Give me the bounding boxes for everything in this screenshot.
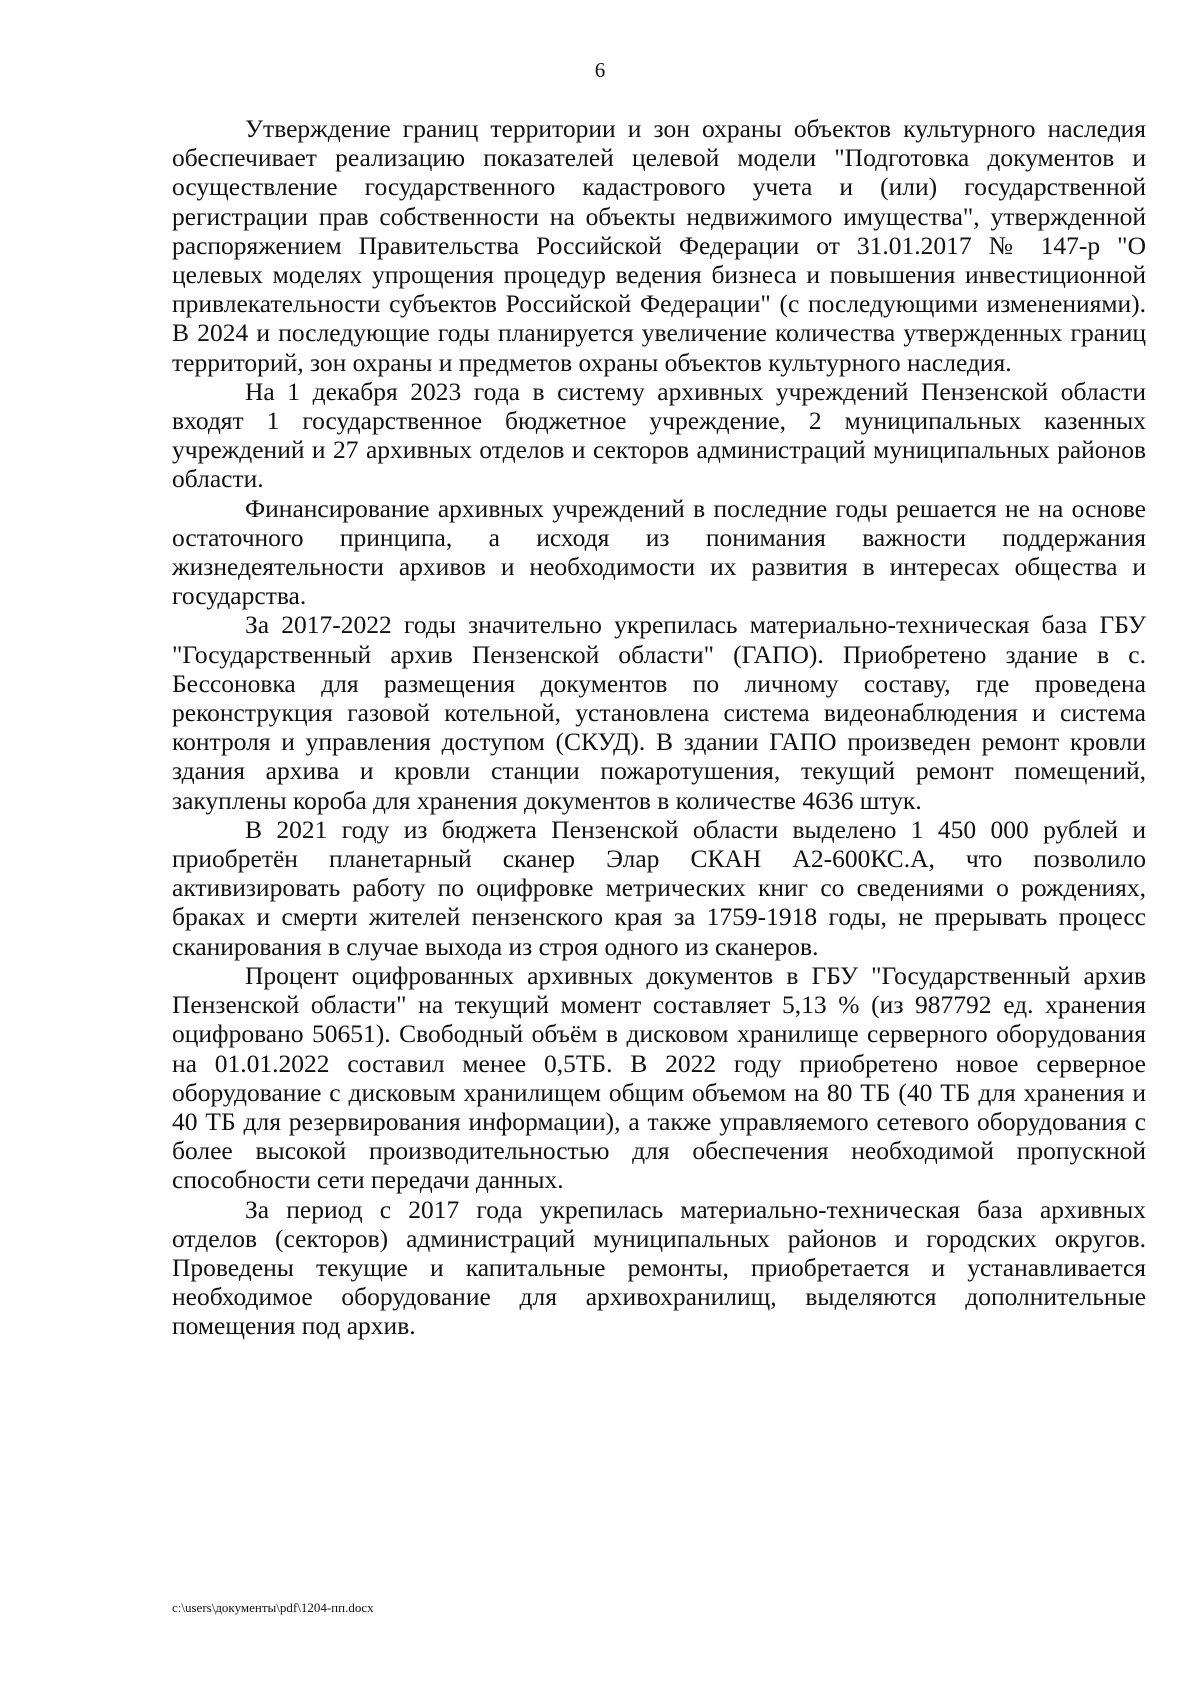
paragraph-archive-financing: Финансирование архивных учреждений в последние годы решается не на основе остаточного принципа, а исходя из понимания важности поддержания жизнедеятельности архивов и необходимости их развития в интересах общества и государства. — [172, 493, 1146, 611]
paragraph-archive-institutions: На 1 декабря 2023 года в систему архивных учреждений Пензенской области входят 1 государственное бюджетное учреждение, 2 муниципальных казенных учреждений и 27 архивных отделов и секторов администраций муниципальных районов области. — [172, 376, 1146, 494]
paragraph-digitization-percent: Процент оцифрованных архивных документов в ГБУ "Государственный архив Пензенской области" на текущий момент составляет 5,13 % (из 987792 ед. хранения оцифровано 50651). Свободный объём в дисковом хранилище серверного оборудования на 01.01.2022 составил менее 0,5ТБ. В 2022 году приобретено новое серверное оборудование с дисковым хранилищем общим объемом на 80 ТБ (40 ТБ для хранения и 40 ТБ для резервирования информации), а также управляемого сетевого оборудования с более высокой производительностью для обеспечения необходимой пропускной способности сети передачи данных. — [172, 960, 1146, 1195]
paragraph-municipal-archives: За период с 2017 года укрепилась материально-техническая база архивных отделов (секторов) администраций муниципальных районов и городских округов. Проведены текущие и капитальные ремонты, приобретается и устанавливается необходимое оборудование для архивохранилищ, выделяются дополнительные помещения под архив. — [172, 1194, 1146, 1341]
paragraph-gapo-material-base: За 2017-2022 годы значительно укрепилась материально-техническая база ГБУ "Государственный архив Пензенской области" (ГАПО). Приобретено здание в с. Бессоновка для размещения документов по личному составу, где проведена реконструкция газовой котельной, установлена система видеонаблюдения и система контроля и управления доступом (СКУД). В здании ГАПО произведен ремонт кровли здания архива и кровли станции пожаротушения, текущий ремонт помещений, закуплены короба для хранения документов в количестве 4636 штук. — [172, 610, 1146, 815]
document-body — [172, 114, 1146, 1341]
paragraph-cultural-heritage: Утверждение границ территории и зон охраны объектов культурного наследия обеспечивает реализацию показателей целевой модели "Подготовка документов и осуществление государственного кадастрового учета и (или) государственной регистрации прав собственности на объекты недвижимого имущества", утвержденной распоряжением Правительства Российской Федерации от 31.01.2017 № 147-р "О целевых моделях упрощения процедур ведения бизнеса и повышения инвестиционной привлекательности субъектов Российской Федерации" (с последующими изменениями). В 2024 и последующие годы планируется увеличение количества утвержденных границ территорий, зон охраны и предметов охраны объектов культурного наследия. — [172, 114, 1146, 377]
page-number: 6 — [594, 58, 606, 82]
footer-file-path: c:\users\документы\pdf\1204-пп.docx — [172, 1600, 374, 1615]
paragraph-planetary-scanner: В 2021 году из бюджета Пензенской области выделено 1 450 000 рублей и приобретён планетарный сканер Элар СКАН А2-600КС.А, что позволило активизировать работу по оцифровке метрических книг со сведениями о рождениях, браках и смерти жителей пензенского края за 1759-1918 годы, не прерывать процесс сканирования в случае выхода из строя одного из сканеров. — [172, 814, 1146, 961]
